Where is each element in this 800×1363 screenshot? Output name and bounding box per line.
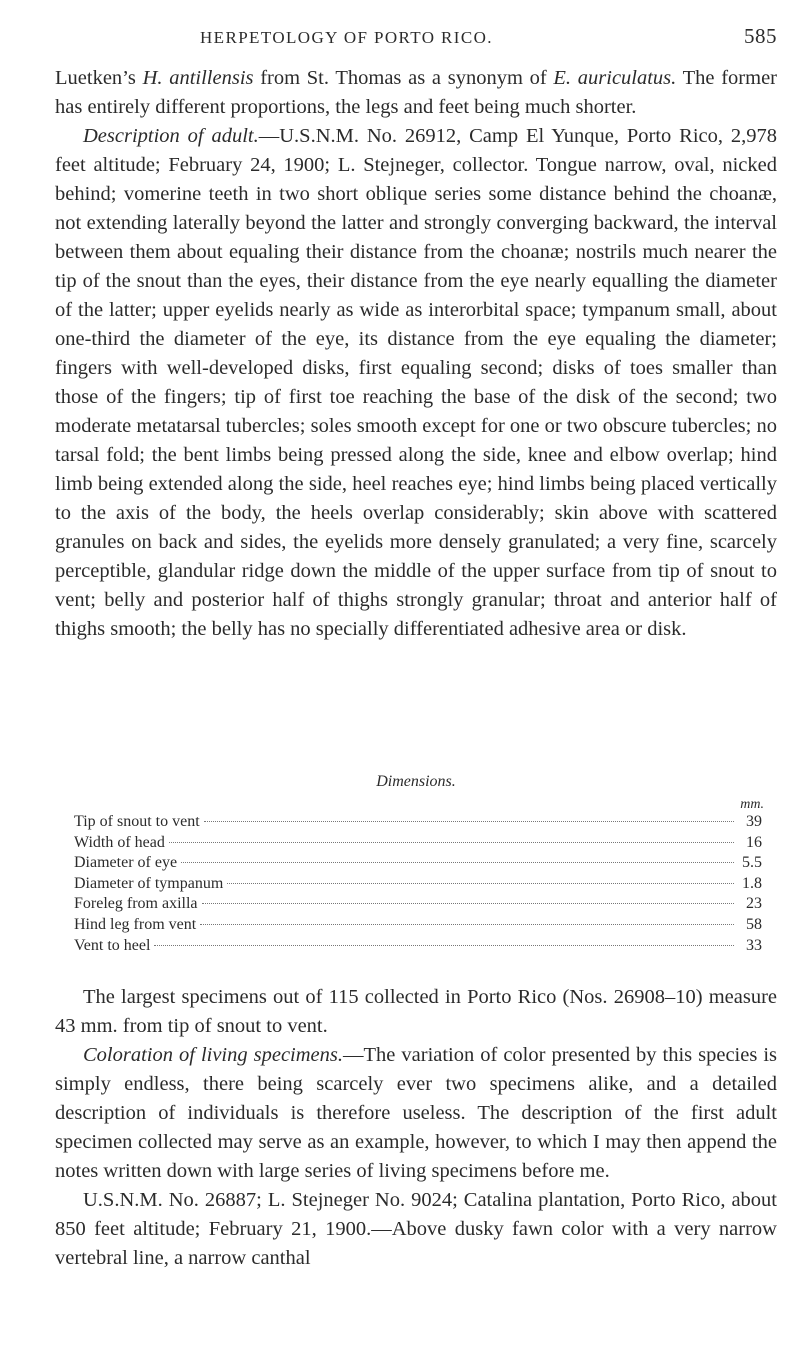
dimensions-unit: mm.: [740, 797, 764, 812]
dimension-value: 39: [746, 813, 762, 830]
dimension-row: [74, 853, 762, 874]
paragraph-synonymy: [55, 64, 777, 122]
paragraph-largest-specimens: The largest specimens out of 115 collected in Porto Rico (Nos. 26908–10) measure 43 mm. from tip of snout to vent.: [55, 986, 777, 1037]
dot-leader: [204, 821, 734, 822]
dimensions-title: Dimensions.: [376, 773, 456, 790]
species-name: E. auriculatus.: [553, 67, 677, 89]
dimension-label: Width of head: [74, 833, 165, 851]
paragraph-specimen-record: U.S.N.M. No. 26887; L. Stejneger No. 9024; Catalina plantation, Porto Rico, about 850 feet altitude; February 21, 1900.—Above dusky fawn color with a very narrow vertebral line, a narrow canthal: [55, 1189, 777, 1269]
dimension-row: [74, 833, 762, 854]
running-title: HERPETOLOGY OF PORTO RICO.: [200, 28, 493, 47]
dimension-label: Foreleg from axilla: [74, 895, 198, 913]
dimension-row: [74, 812, 762, 833]
dimension-row: [74, 874, 762, 895]
dimension-value: 23: [746, 895, 762, 913]
dimension-row: [74, 936, 762, 957]
dimension-row: [74, 894, 762, 915]
dimension-value: 5.5: [742, 854, 762, 872]
section-heading: Description of adult.: [83, 125, 259, 147]
dimension-row: [74, 915, 762, 936]
text-span: from St. Thomas as a synonym of: [253, 67, 554, 89]
dimension-label: Hind leg from vent: [74, 915, 197, 933]
text-span: Luetken’s: [55, 67, 143, 89]
dimension-value: 58: [746, 915, 762, 933]
body-text-lower: [55, 983, 777, 1273]
dot-leader: [169, 842, 734, 843]
dimension-label: Diameter of eye: [74, 854, 178, 872]
dot-leader: [202, 903, 734, 904]
dot-leader: [181, 862, 734, 863]
coloration-text: —The variation of color presented by this species is simply endless, there being scarcely ever two specimens alike, and a detailed description of individuals is therefore useless. The description of the first adult specimen collected may serve as an example, however, to which I may then append the notes written down with large series of living specimens before me.: [55, 1044, 778, 1182]
dimension-label: Diameter of tympanum: [74, 874, 224, 892]
dimension-value: 33: [746, 936, 762, 954]
section-heading: Coloration of living specimens.: [83, 1044, 344, 1066]
species-name: H. antillensis: [142, 67, 254, 89]
dimensions-table: [74, 812, 762, 956]
dot-leader: [200, 924, 734, 925]
description-text: —U.S.N.M. No. 26912, Camp El Yunque, Porto Rico, 2,978 feet altitude; February 24, 1900; L. Stejneger, collector. Tongue narrow, oval, nicked behind; vomerine teeth in two short oblique series some distance behind the choanæ, not extending laterally beyond the latter and strongly converging backward, the interval between them about equaling their distance from the choanæ; nostrils much nearer the tip of the snout than the eyes, their distance from the eye nearly equalling the diameter of the latter; upper eyelids nearly as wide as interorbital space; tympanum small, about one-third the diameter of the eye, its distance from the eye equaling the diameter; fingers with well-developed disks, first equaling second; disks of toes smaller than those of the fingers; tip of first toe reaching the base of the disk of the second; two moderate metatarsal tubercles; soles smooth except for one or two obscure tubercles; no tarsal fold; the bent limbs being pressed along the side, knee and elbow overlap; hind limb being extended along the side, heel reaches eye; hind limbs being placed vertically to the axis of the body, the heels overlap considerably; skin above with scattered granules on back and sides, the eyelids more densely granulated; a very fine, scarcely perceptible, glandular ridge down the middle of the upper surface from tip of snout to vent; belly and posterior half of thighs strongly granular; throat and anterior half of thighs smooth; the belly has no specially differentiated adhesive area or disk.: [55, 125, 777, 640]
page-number: 585: [744, 24, 777, 48]
dimension-value: 16: [746, 833, 762, 851]
dimension-label: Vent to heel: [74, 936, 151, 954]
dimension-value: 1.8: [742, 874, 762, 892]
dot-leader: [227, 883, 734, 884]
dimension-label: Tip of snout to vent: [74, 813, 200, 830]
paragraph-coloration: [55, 1041, 777, 1186]
body-text-upper: [55, 64, 777, 644]
text-span: The former has entirely different proportions, the legs and feet being much shorter.: [55, 67, 778, 118]
dot-leader: [154, 945, 734, 946]
paragraph-description: [55, 122, 777, 644]
